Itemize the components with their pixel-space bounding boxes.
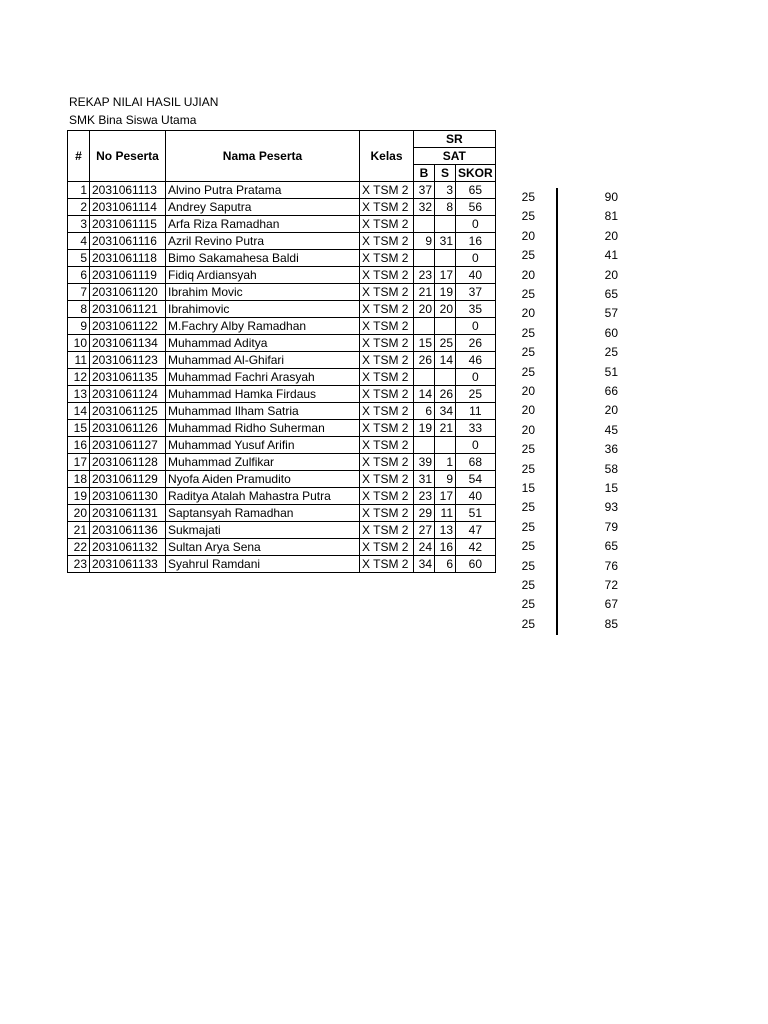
cell-b: 23 — [414, 488, 435, 505]
cell-b: 29 — [414, 505, 435, 522]
cell-nama-peserta: Sukmajati — [166, 522, 360, 539]
header-no: # — [68, 131, 90, 182]
cell-b: 9 — [414, 233, 435, 250]
cell-no-peserta: 2031061115 — [90, 216, 166, 233]
cell-skor: 40 — [456, 488, 496, 505]
results-table — [67, 130, 496, 573]
table-row — [68, 386, 496, 403]
cell-kelas: X TSM 2 — [360, 386, 414, 403]
cell-kelas: X TSM 2 — [360, 301, 414, 318]
cell-nama-peserta: Raditya Atalah Mahastra Putra — [166, 488, 360, 505]
extra-value-1: 20 — [521, 268, 535, 282]
table-row — [68, 199, 496, 216]
extra-value-2: 60 — [604, 326, 618, 340]
table-row — [68, 420, 496, 437]
cell-kelas: X TSM 2 — [360, 352, 414, 369]
header-nama-peserta: Nama Peserta — [166, 131, 360, 182]
cell-skor: 42 — [456, 539, 496, 556]
cell-no-peserta: 2031061129 — [90, 471, 166, 488]
cell-skor: 25 — [456, 386, 496, 403]
cell-skor: 54 — [456, 471, 496, 488]
header-skor: SKOR — [456, 165, 496, 182]
cell-b: 20 — [414, 301, 435, 318]
cell-no-peserta: 2031061125 — [90, 403, 166, 420]
cell-no-peserta: 2031061136 — [90, 522, 166, 539]
extra-value-1: 20 — [521, 384, 535, 398]
cell-no: 8 — [68, 301, 90, 318]
extra-value-2: 66 — [604, 384, 618, 398]
cell-kelas: X TSM 2 — [360, 318, 414, 335]
cell-kelas: X TSM 2 — [360, 335, 414, 352]
extra-value-2: 72 — [604, 578, 618, 592]
cell-nama-peserta: Muhammad Yusuf Arifin — [166, 437, 360, 454]
table-row — [68, 318, 496, 335]
cell-kelas: X TSM 2 — [360, 420, 414, 437]
cell-s: 14 — [435, 352, 456, 369]
cell-nama-peserta: Muhammad Fachri Arasyah — [166, 369, 360, 386]
cell-kelas: X TSM 2 — [360, 488, 414, 505]
extra-value-2: 79 — [604, 520, 618, 534]
cell-no: 7 — [68, 284, 90, 301]
cell-nama-peserta: Muhammad Ridho Suherman — [166, 420, 360, 437]
table-row — [68, 403, 496, 420]
cell-kelas: X TSM 2 — [360, 539, 414, 556]
cell-s: 31 — [435, 233, 456, 250]
cell-kelas: X TSM 2 — [360, 182, 414, 199]
extra-value-2: 51 — [604, 365, 618, 379]
extra-value-2: 15 — [604, 481, 618, 495]
extra-value-2: 90 — [604, 190, 618, 204]
cell-no: 21 — [68, 522, 90, 539]
table-row — [68, 250, 496, 267]
cell-kelas: X TSM 2 — [360, 505, 414, 522]
cell-s: 11 — [435, 505, 456, 522]
cell-no: 9 — [68, 318, 90, 335]
cell-no: 1 — [68, 182, 90, 199]
cell-nama-peserta: Alvino Putra Pratama — [166, 182, 360, 199]
cell-kelas: X TSM 2 — [360, 369, 414, 386]
cell-no: 17 — [68, 454, 90, 471]
column-divider — [556, 188, 558, 635]
cell-no: 19 — [68, 488, 90, 505]
cell-no-peserta: 2031061122 — [90, 318, 166, 335]
cell-skor: 46 — [456, 352, 496, 369]
cell-b: 19 — [414, 420, 435, 437]
cell-s — [435, 369, 456, 386]
cell-s: 34 — [435, 403, 456, 420]
table-row — [68, 182, 496, 199]
cell-skor: 40 — [456, 267, 496, 284]
cell-b — [414, 437, 435, 454]
table-row — [68, 369, 496, 386]
cell-s: 17 — [435, 488, 456, 505]
cell-no: 5 — [68, 250, 90, 267]
table-row — [68, 556, 496, 573]
extra-value-2: 20 — [604, 268, 618, 282]
cell-no: 6 — [68, 267, 90, 284]
cell-no: 22 — [68, 539, 90, 556]
cell-nama-peserta: Saptansyah Ramadhan — [166, 505, 360, 522]
cell-s: 6 — [435, 556, 456, 573]
cell-nama-peserta: Muhammad Al-Ghifari — [166, 352, 360, 369]
cell-kelas: X TSM 2 — [360, 233, 414, 250]
cell-skor: 37 — [456, 284, 496, 301]
header-kelas: Kelas — [360, 131, 414, 182]
cell-b: 23 — [414, 267, 435, 284]
cell-no: 3 — [68, 216, 90, 233]
cell-kelas: X TSM 2 — [360, 471, 414, 488]
cell-s: 21 — [435, 420, 456, 437]
table-row — [68, 301, 496, 318]
cell-kelas: X TSM 2 — [360, 522, 414, 539]
cell-s: 3 — [435, 182, 456, 199]
extra-value-1: 25 — [521, 597, 535, 611]
cell-skor: 26 — [456, 335, 496, 352]
extra-value-1: 25 — [521, 365, 535, 379]
header-b: B — [414, 165, 435, 182]
cell-nama-peserta: Arfa Riza Ramadhan — [166, 216, 360, 233]
cell-s: 25 — [435, 335, 456, 352]
extra-value-2: 93 — [604, 500, 618, 514]
cell-no: 12 — [68, 369, 90, 386]
cell-s — [435, 216, 456, 233]
extra-value-2: 85 — [604, 617, 618, 631]
extra-value-1: 25 — [521, 559, 535, 573]
cell-skor: 0 — [456, 437, 496, 454]
cell-no: 16 — [68, 437, 90, 454]
extra-value-1: 25 — [521, 190, 535, 204]
cell-nama-peserta: Azril Revino Putra — [166, 233, 360, 250]
cell-b: 32 — [414, 199, 435, 216]
cell-skor: 0 — [456, 369, 496, 386]
cell-nama-peserta: Ibrahim Movic — [166, 284, 360, 301]
cell-no: 18 — [68, 471, 90, 488]
cell-no-peserta: 2031061133 — [90, 556, 166, 573]
cell-s: 16 — [435, 539, 456, 556]
cell-no-peserta: 2031061134 — [90, 335, 166, 352]
cell-no-peserta: 2031061123 — [90, 352, 166, 369]
extra-value-1: 25 — [521, 500, 535, 514]
cell-no: 10 — [68, 335, 90, 352]
cell-no: 20 — [68, 505, 90, 522]
cell-skor: 47 — [456, 522, 496, 539]
cell-kelas: X TSM 2 — [360, 437, 414, 454]
cell-nama-peserta: Muhammad Aditya — [166, 335, 360, 352]
cell-skor: 56 — [456, 199, 496, 216]
extra-value-2: 25 — [604, 345, 618, 359]
extra-value-2: 57 — [604, 306, 618, 320]
cell-no-peserta: 2031061118 — [90, 250, 166, 267]
header-s: S — [435, 165, 456, 182]
cell-no: 15 — [68, 420, 90, 437]
extra-value-1: 25 — [521, 248, 535, 262]
extra-value-1: 25 — [521, 462, 535, 476]
extra-value-1: 20 — [521, 306, 535, 320]
cell-s: 19 — [435, 284, 456, 301]
school-name: SMK Bina Siswa Utama — [69, 113, 197, 127]
cell-skor: 65 — [456, 182, 496, 199]
extra-value-1: 25 — [521, 520, 535, 534]
table-row — [68, 488, 496, 505]
cell-no-peserta: 2031061126 — [90, 420, 166, 437]
extra-value-1: 25 — [521, 326, 535, 340]
cell-kelas: X TSM 2 — [360, 267, 414, 284]
extra-value-2: 81 — [604, 209, 618, 223]
cell-kelas: X TSM 2 — [360, 403, 414, 420]
extra-value-1: 25 — [521, 617, 535, 631]
cell-nama-peserta: Muhammad Zulfikar — [166, 454, 360, 471]
cell-no-peserta: 2031061127 — [90, 437, 166, 454]
report-title: REKAP NILAI HASIL UJIAN — [69, 95, 219, 109]
extra-value-1: 25 — [521, 578, 535, 592]
cell-nama-peserta: Sultan Arya Sena — [166, 539, 360, 556]
cell-skor: 0 — [456, 318, 496, 335]
extra-value-1: 20 — [521, 403, 535, 417]
cell-s — [435, 250, 456, 267]
cell-no-peserta: 2031061135 — [90, 369, 166, 386]
cell-skor: 51 — [456, 505, 496, 522]
cell-no: 14 — [68, 403, 90, 420]
cell-nama-peserta: Fidiq Ardiansyah — [166, 267, 360, 284]
cell-kelas: X TSM 2 — [360, 250, 414, 267]
cell-nama-peserta: Muhammad Ilham Satria — [166, 403, 360, 420]
table-row — [68, 505, 496, 522]
cell-no-peserta: 2031061124 — [90, 386, 166, 403]
extra-value-2: 65 — [604, 539, 618, 553]
cell-b: 26 — [414, 352, 435, 369]
table-row — [68, 352, 496, 369]
cell-s: 1 — [435, 454, 456, 471]
cell-b: 15 — [414, 335, 435, 352]
cell-s: 9 — [435, 471, 456, 488]
cell-s: 8 — [435, 199, 456, 216]
cell-no: 23 — [68, 556, 90, 573]
extra-value-2: 41 — [604, 248, 618, 262]
cell-s: 17 — [435, 267, 456, 284]
table-row — [68, 454, 496, 471]
cell-kelas: X TSM 2 — [360, 284, 414, 301]
cell-nama-peserta: Syahrul Ramdani — [166, 556, 360, 573]
extra-value-1: 20 — [521, 423, 535, 437]
cell-b: 37 — [414, 182, 435, 199]
cell-no-peserta: 2031061131 — [90, 505, 166, 522]
cell-no: 4 — [68, 233, 90, 250]
cell-no-peserta: 2031061121 — [90, 301, 166, 318]
cell-nama-peserta: Muhammad Hamka Firdaus — [166, 386, 360, 403]
table-row — [68, 267, 496, 284]
cell-nama-peserta: Ibrahimovic — [166, 301, 360, 318]
cell-no-peserta: 2031061119 — [90, 267, 166, 284]
cell-b: 34 — [414, 556, 435, 573]
extra-value-1: 25 — [521, 539, 535, 553]
table-row — [68, 233, 496, 250]
extra-value-2: 20 — [604, 403, 618, 417]
cell-b — [414, 216, 435, 233]
cell-skor: 11 — [456, 403, 496, 420]
cell-b: 21 — [414, 284, 435, 301]
cell-no: 11 — [68, 352, 90, 369]
extra-value-1: 15 — [521, 481, 535, 495]
cell-s: 20 — [435, 301, 456, 318]
cell-s: 13 — [435, 522, 456, 539]
cell-b: 24 — [414, 539, 435, 556]
cell-s — [435, 318, 456, 335]
extra-value-1: 20 — [521, 229, 535, 243]
cell-no-peserta: 2031061114 — [90, 199, 166, 216]
table-row — [68, 437, 496, 454]
table-row — [68, 539, 496, 556]
extra-value-2: 20 — [604, 229, 618, 243]
cell-kelas: X TSM 2 — [360, 454, 414, 471]
cell-b: 14 — [414, 386, 435, 403]
extra-value-2: 67 — [604, 597, 618, 611]
cell-no-peserta: 2031061130 — [90, 488, 166, 505]
cell-b — [414, 250, 435, 267]
cell-nama-peserta: Nyofa Aiden Pramudito — [166, 471, 360, 488]
extra-value-2: 76 — [604, 559, 618, 573]
header-no-peserta: No Peserta — [90, 131, 166, 182]
extra-value-1: 25 — [521, 345, 535, 359]
extra-value-1: 25 — [521, 209, 535, 223]
cell-b — [414, 318, 435, 335]
cell-kelas: X TSM 2 — [360, 556, 414, 573]
extra-value-2: 45 — [604, 423, 618, 437]
cell-s: 26 — [435, 386, 456, 403]
table-row — [68, 522, 496, 539]
extra-value-2: 65 — [604, 287, 618, 301]
cell-kelas: X TSM 2 — [360, 216, 414, 233]
extra-value-1: 25 — [521, 442, 535, 456]
header-sat: SAT — [414, 148, 496, 165]
cell-s — [435, 437, 456, 454]
extra-value-2: 36 — [604, 442, 618, 456]
table-row — [68, 284, 496, 301]
cell-skor: 60 — [456, 556, 496, 573]
cell-nama-peserta: Bimo Sakamahesa Baldi — [166, 250, 360, 267]
cell-skor: 68 — [456, 454, 496, 471]
cell-skor: 0 — [456, 250, 496, 267]
cell-no-peserta: 2031061113 — [90, 182, 166, 199]
cell-b: 31 — [414, 471, 435, 488]
cell-no: 13 — [68, 386, 90, 403]
cell-b — [414, 369, 435, 386]
extra-value-1: 25 — [521, 287, 535, 301]
cell-b: 27 — [414, 522, 435, 539]
cell-no-peserta: 2031061116 — [90, 233, 166, 250]
extra-value-2: 58 — [604, 462, 618, 476]
cell-nama-peserta: Andrey Saputra — [166, 199, 360, 216]
cell-b: 6 — [414, 403, 435, 420]
table-row — [68, 471, 496, 488]
cell-skor: 0 — [456, 216, 496, 233]
table-row — [68, 216, 496, 233]
cell-no: 2 — [68, 199, 90, 216]
cell-no-peserta: 2031061120 — [90, 284, 166, 301]
cell-no-peserta: 2031061128 — [90, 454, 166, 471]
cell-b: 39 — [414, 454, 435, 471]
cell-skor: 33 — [456, 420, 496, 437]
cell-skor: 16 — [456, 233, 496, 250]
cell-nama-peserta: M.Fachry Alby Ramadhan — [166, 318, 360, 335]
cell-skor: 35 — [456, 301, 496, 318]
cell-kelas: X TSM 2 — [360, 199, 414, 216]
header-sr: SR — [414, 131, 496, 148]
cell-no-peserta: 2031061132 — [90, 539, 166, 556]
table-row — [68, 335, 496, 352]
